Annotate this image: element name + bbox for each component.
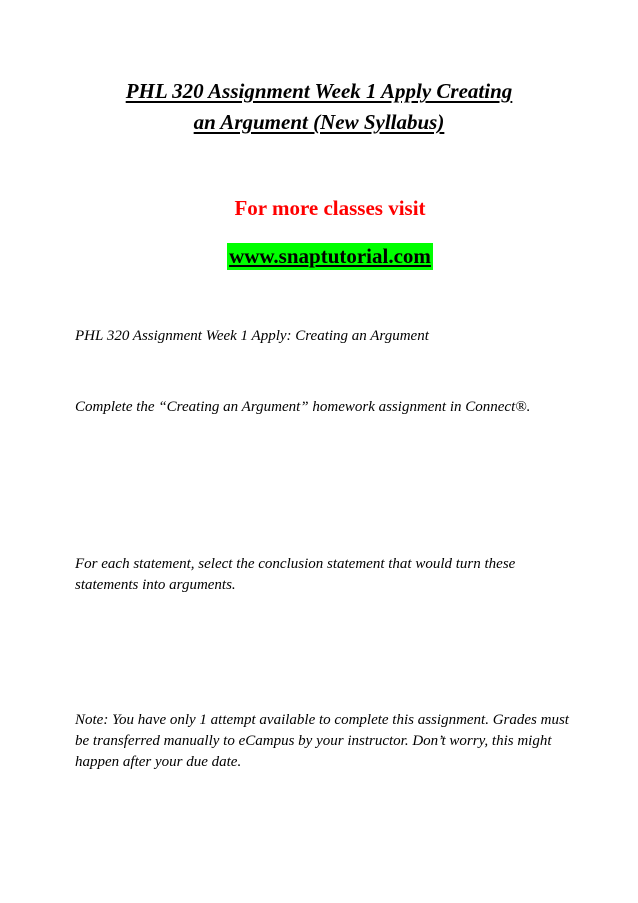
title-line-1: PHL 320 Assignment Week 1 Apply Creating <box>125 79 513 103</box>
paragraph-note: Note: You have only 1 attempt available to complete this assignment. Grades must be transferred manually to eCampus by your instructor. Don’t worry, this might happen after your due date. <box>75 712 569 770</box>
promo-link[interactable]: www.snaptutorial.com <box>229 244 431 268</box>
promo-text: For more classes visit <box>234 196 426 220</box>
document-title <box>60 76 578 138</box>
title-line-2: an Argument (New Syllabus) <box>193 110 445 134</box>
paragraph-instructions: Complete the “Creating an Argument” homework assignment in Connect®. <box>75 399 531 415</box>
paragraph-task: For each statement, select the conclusion statement that would turn these statements into arguments. <box>75 556 516 593</box>
paragraph-assignment-name: PHL 320 Assignment Week 1 Apply: Creating an Argument <box>75 328 429 344</box>
promo-block <box>0 194 638 270</box>
